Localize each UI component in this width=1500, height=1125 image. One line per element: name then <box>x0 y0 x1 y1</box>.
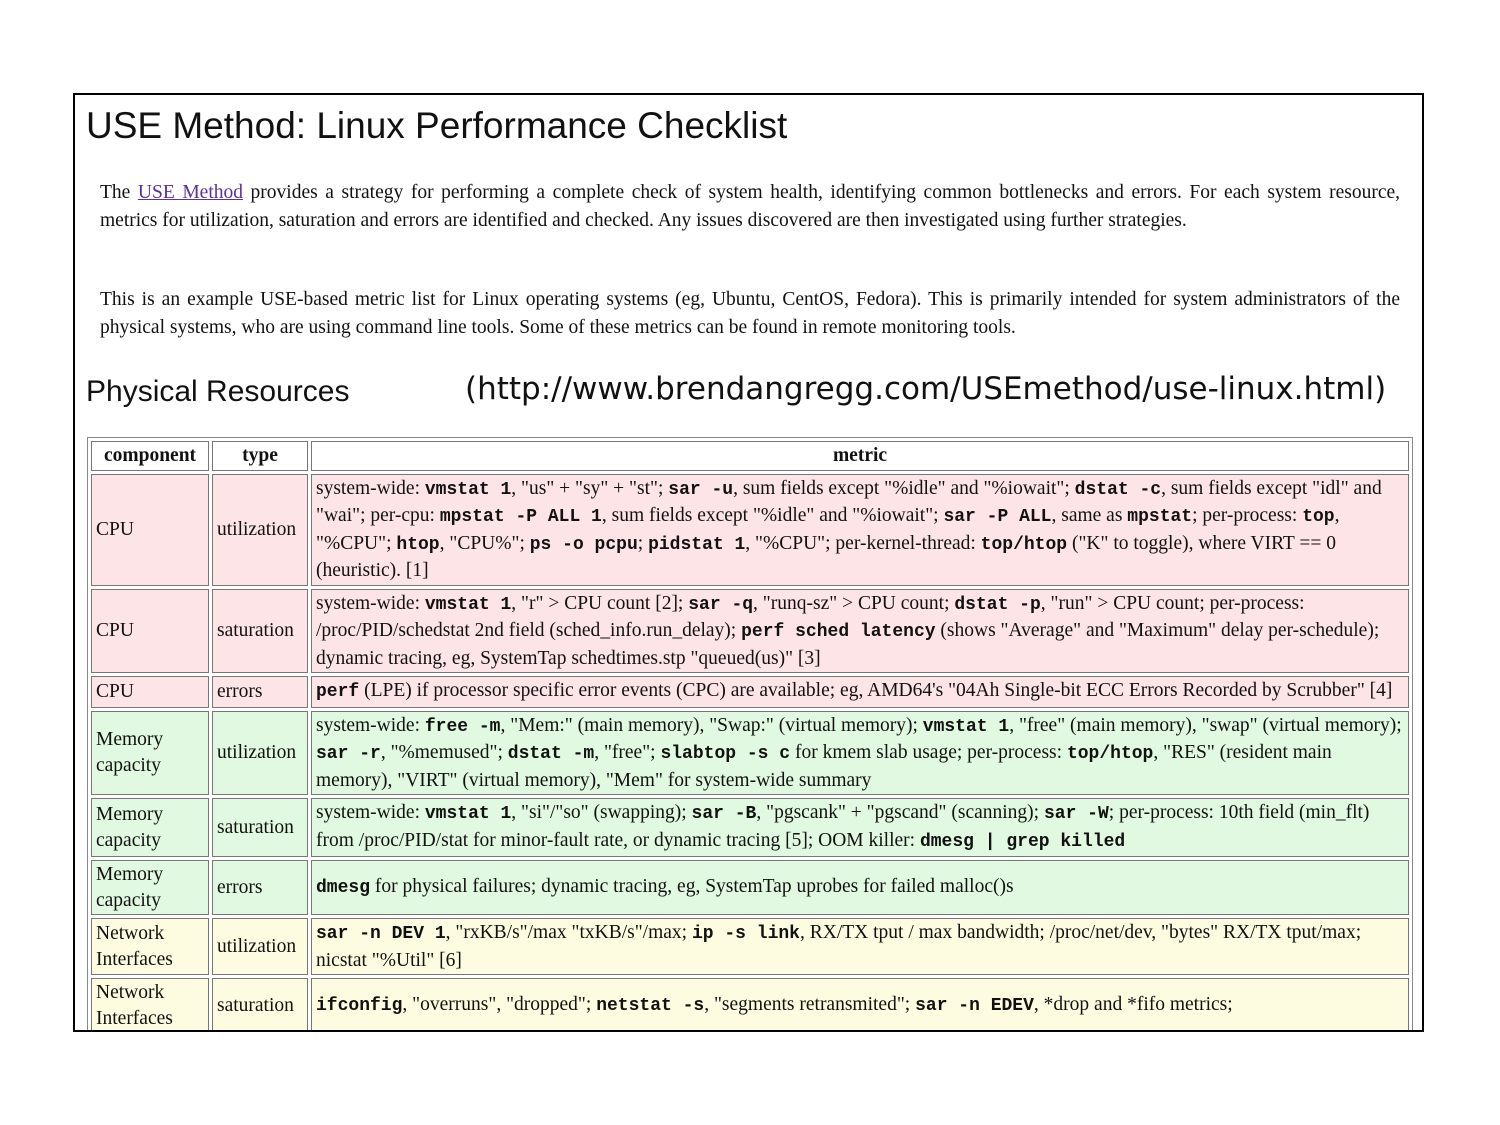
command-text: sar -W <box>1043 804 1109 824</box>
metric-text: , "Mem:" (main memory), "Swap:" (virtual memory); <box>500 714 923 736</box>
metrics-table <box>87 437 1413 1032</box>
cell-metric <box>311 860 1409 915</box>
command-text: dstat -c <box>1074 479 1162 500</box>
command-text: sar -n EDEV <box>915 995 1034 1016</box>
metric-text: , "%memused"; <box>380 742 508 763</box>
command-text: dstat -p <box>954 594 1041 615</box>
cell-metric <box>311 978 1409 1032</box>
cell-component: Memory capacity <box>91 860 209 915</box>
metric-text: ; per-process: 10th field (min_flt) from /proc/PID/stat for minor-fault rate, or dynamic tracing [5]; OOM killer: <box>316 802 1370 851</box>
command-text: vmstat 1 <box>424 804 512 824</box>
table-row <box>91 918 1409 975</box>
table-row <box>91 676 1409 708</box>
metric-text: , same as <box>1051 505 1128 526</box>
metric-text: (shows "Average" and "Maximum" delay per-schedule); dynamic tracing, eg, SystemTap schedtimes.stp "queued(us)" [3] <box>316 620 1380 669</box>
metrics-table-body <box>91 474 1409 1033</box>
metric-text: (LPE) if processor specific error events (CPC) are available; eg, AMD64's "04Ah Single-bit ECC Errors Recorded by Scrubber" [4] <box>359 680 1393 701</box>
cell-component: CPU <box>91 474 209 586</box>
source-url: (http://www.brendangregg.com/USEmethod/use-linux.html) <box>465 371 1387 407</box>
cell-metric <box>311 676 1409 708</box>
metric-text: , sum fields except "%idle" and "%iowait"; <box>601 505 944 526</box>
table-row <box>91 589 1409 674</box>
cell-component: Network Interfaces <box>91 918 209 975</box>
table-row <box>91 798 1409 857</box>
command-text: htop <box>396 534 440 555</box>
metric-text: , "rxKB/s"/max "txKB/s"/max; <box>445 922 692 943</box>
command-text: sar -u <box>668 479 734 500</box>
command-text: ps -o pcpu <box>529 534 638 555</box>
command-text: dmesg <box>316 877 371 898</box>
cell-type: utilization <box>212 474 308 586</box>
command-text: sar -P ALL <box>943 507 1052 527</box>
cell-type: saturation <box>212 798 308 857</box>
metric-text: , "free"; <box>594 742 661 763</box>
metric-text: , "RES" (resident main memory), "VIRT" (virtual memory), "Mem" for system-wide summary <box>316 742 1332 791</box>
command-text: pidstat 1 <box>648 534 746 555</box>
metric-text: for physical failures; dynamic tracing, eg, SystemTap uprobes for failed malloc()s <box>370 875 1014 897</box>
command-text: slabtop -s c <box>660 744 791 764</box>
metric-text: , "si"/"so" (swapping); <box>511 802 692 823</box>
table-row <box>91 474 1409 586</box>
cell-metric <box>311 798 1409 857</box>
intro-text-after: provides a strategy for performing a complete check of system health, identifying common bottlenecks and errors. For each system resource, metrics for utilization, saturation and errors are identified and checked. Any issues discovered are then investigated using further strategies. <box>100 182 1401 231</box>
command-text: top/htop <box>1066 744 1154 764</box>
section-title: Physical Resources <box>86 375 350 408</box>
command-text: mpstat <box>1127 507 1193 527</box>
command-text: mpstat -P ALL 1 <box>439 507 602 527</box>
metric-text: , "pgscank" + "pgscand" (scanning); <box>756 802 1044 823</box>
command-text: sar -n DEV 1 <box>316 924 446 944</box>
command-text: dmesg | grep killed <box>919 831 1126 852</box>
metric-text: , "segments retransmited"; <box>704 993 916 1015</box>
slide-frame <box>73 93 1424 1032</box>
metric-text: system-wide: <box>316 592 425 614</box>
command-text: vmstat 1 <box>424 594 512 615</box>
cell-component: CPU <box>91 589 209 674</box>
table-row <box>91 978 1409 1032</box>
metric-text: ; per-process: <box>1192 505 1303 526</box>
metric-text: , "free" (main memory), "swap" (virtual memory); <box>1009 714 1402 736</box>
cell-metric <box>311 918 1409 975</box>
metric-text: , "run" > CPU count; per-process: /proc/PID/schedstat 2nd field (sched_info.run_delay); <box>316 592 1305 641</box>
cell-metric <box>311 474 1409 586</box>
command-text: vmstat 1 <box>424 479 512 500</box>
command-text: free -m <box>424 716 501 737</box>
command-text: perf sched latency <box>741 622 936 642</box>
header-metric: metric <box>311 441 1409 471</box>
cell-component: Network Interfaces <box>91 978 209 1032</box>
cell-type: utilization <box>212 711 308 796</box>
metric-text: , sum fields except "idl" and "wai"; per-cpu: <box>316 477 1382 526</box>
use-method-link[interactable]: USE Method <box>137 182 243 203</box>
metric-text: , "runq-sz" > CPU count; <box>753 592 955 614</box>
cell-component: CPU <box>91 676 209 708</box>
metric-text: system-wide: <box>316 802 425 823</box>
command-text: ip -s link <box>691 924 800 944</box>
metric-text: ; <box>637 532 649 554</box>
cell-component: Memory capacity <box>91 798 209 857</box>
command-text: top <box>1302 507 1335 527</box>
metric-text: , "r" > CPU count [2]; <box>511 592 689 614</box>
metric-text: , "us" + "sy" + "st"; <box>511 477 669 499</box>
command-text: dstat -m <box>507 744 595 764</box>
command-text: netstat -s <box>596 995 705 1016</box>
cell-type: saturation <box>212 978 308 1032</box>
header-type: type <box>212 441 308 471</box>
cell-component: Memory capacity <box>91 711 209 796</box>
page-title: USE Method: Linux Performance Checklist <box>86 105 788 146</box>
cell-type: utilization <box>212 918 308 975</box>
command-text: top/htop <box>980 534 1068 555</box>
cell-type: errors <box>212 676 308 708</box>
table-header-row <box>91 441 1409 471</box>
command-text: sar -r <box>316 744 381 764</box>
metric-text: , sum fields except "%idle" and "%iowait"; <box>733 477 1075 499</box>
metric-text: system-wide: <box>316 714 425 736</box>
command-text: vmstat 1 <box>922 716 1010 737</box>
cell-type: errors <box>212 860 308 915</box>
metric-text: , "%CPU"; per-kernel-thread: <box>745 532 981 554</box>
metric-text: for kmem slab usage; per-process: <box>790 742 1067 763</box>
command-text: perf <box>316 682 360 702</box>
command-text: sar -q <box>688 594 754 615</box>
metric-text: , "overruns", "dropped"; <box>402 993 597 1015</box>
command-text: ifconfig <box>316 995 403 1016</box>
intro-text-before: The <box>100 182 138 203</box>
metric-text: , "%CPU"; <box>316 505 1340 554</box>
cell-metric <box>311 589 1409 674</box>
table-row <box>91 860 1409 915</box>
command-text: sar -B <box>691 804 757 824</box>
metric-text: ("K" to toggle), where VIRT == 0 (heuristic). [1] <box>316 532 1336 581</box>
metric-text: , "CPU%"; <box>439 532 530 554</box>
cell-type: saturation <box>212 589 308 674</box>
cell-metric <box>311 711 1409 796</box>
intro-paragraph-2: This is an example USE-based metric list for Linux operating systems (eg, Ubuntu, CentOS, Fedora). This is primarily intended for system administrators of the physical systems, who are using command line tools. Some of these metrics can be found in remote monitoring tools. <box>100 289 1400 338</box>
header-component: component <box>91 441 209 471</box>
metric-text: , *drop and *fifo metrics; <box>1033 993 1233 1015</box>
table-row <box>91 711 1409 796</box>
intro-paragraph-1 <box>100 179 1400 235</box>
metric-text: system-wide: <box>316 477 425 499</box>
metric-text: , RX/TX tput / max bandwidth; /proc/net/dev, "bytes" RX/TX tput/max; nicstat "%Util" [6] <box>316 922 1362 971</box>
